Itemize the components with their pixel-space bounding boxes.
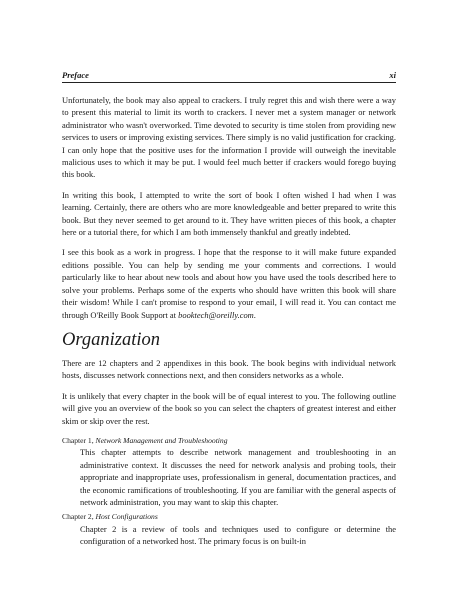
paragraph-text: I see this book as a work in progress. I hope that the response to it will make future expanded editions possible. You can help by sending me your comments and corrections. I would particularly like to hear about new tools and about how you have used the tools described here to solve your problems. Perhaps some of the experts who should have written this book will share their wisdom! While I can't promise to respond to your email, I will read it. You can contact me through O'Reilly Book Support at [62,247,396,320]
chapter-title [62,511,396,523]
page-number: xi [389,70,396,80]
chapter-prefix: Chapter 2, [62,512,96,522]
chapter-prefix: Chapter 1, [62,435,96,445]
chapter-name: Network Management and Troubleshooting [95,435,228,445]
paragraph: Unfortunately, the book may also appeal to crackers. I truly regret this and wish there were a way to present this material to limit its worth to crackers. I never met a system manager or network administrator who wasn't overworked. Time devoted to security is time stolen from providing new services to users or improving existing services. There simply is no valid justification for cracking. I can only hope that the positive uses for the information I provide will outweigh the inevitable malicious uses to which it may be put. I would feel much better if crackers would forego buying this book. [62,95,396,180]
running-head-title: Preface [62,70,89,80]
chapter-entry [62,435,396,509]
chapter-description: Chapter 2 is a review of tools and techniques used to configure or determine the configuration of a networked host. The primary focus is on built-in [80,523,396,547]
paragraph: It is unlikely that every chapter in the book will be of equal interest to you. The following outline will give you an overview of the book so you can select the chapters of greatest interest and either skim or skip over the rest. [62,390,396,426]
chapter-entry [62,511,396,547]
paragraph: In writing this book, I attempted to write the sort of book I often wished I had when I was learning. Certainly, there are others who are more knowledgeable and better prepared to write this book. But they never seemed to get around to it. They have written pieces of this book, a chapter here or a tutorial there, for which I am both immensely thankful and greatly indebted. [62,189,396,238]
chapter-title [62,435,396,447]
paragraph-with-email: I see this book as a work in progress. I hope that the response to it will make future expanded editions possible. You can help by sending me your comments and corrections. I would particularly like to hear about new tools and about how you have used the tools described here to solve your problems. Perhaps some of the experts who should have written this book will share their wisdom! While I can't promise to respond to your email, I will read it. You can contact me through O'Reilly Book Support at booktech@oreilly.com. [62,247,396,320]
section-heading: Organization [62,329,160,350]
chapter-name: Host Configurations [95,512,158,522]
chapter-description: This chapter attempts to describe network management and troubleshooting in an administrative context. It discusses the need for network analysis and probing tools, their appropriate and inappropriate uses, professionalism in general, documentation practices, and the economic ramifications of troubleshooting. If you are familiar with the general aspects of network administration, you may want to skip this chapter. [80,447,396,508]
running-head [62,70,396,83]
email-link[interactable]: booktech@oreilly.com [178,309,254,320]
paragraph: There are 12 chapters and 2 appendixes in this book. The book begins with individual network hosts, discusses network connections next, and then considers networks as a whole. [62,357,396,381]
body-text [62,94,396,551]
